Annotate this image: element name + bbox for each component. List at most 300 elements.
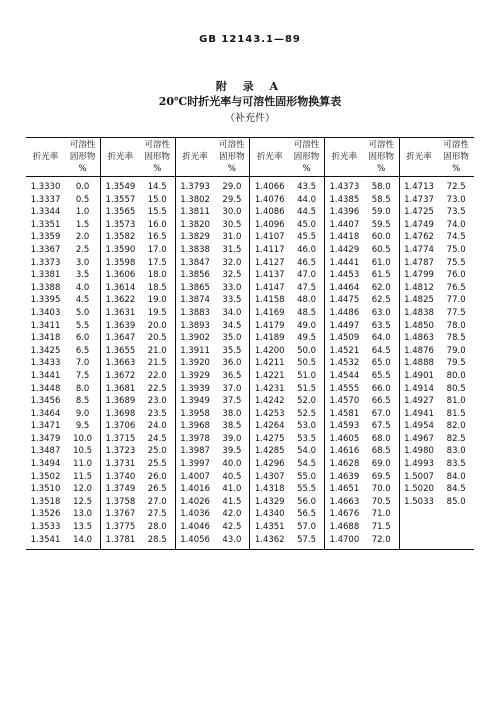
soluble-solids-cell: 16.5	[147, 232, 167, 243]
refractive-index-cell: 1.4749	[399, 219, 438, 232]
refractive-index-cell: 1.3987	[175, 445, 214, 458]
refractive-index-cell: 1.3351	[30, 219, 61, 230]
refractive-index-cell: 1.4954	[399, 420, 438, 433]
refractive-index-cell: 1.3663	[101, 357, 140, 370]
soluble-solids-cell: 63.0	[371, 307, 391, 318]
header-soluble-solids: 可溶性 固形物 %	[214, 138, 250, 177]
refractive-index-cell: 1.4200	[250, 345, 289, 358]
refractive-index-cell: 1.4026	[175, 496, 214, 509]
soluble-solids-cell: 26.5	[147, 484, 167, 495]
soluble-solids-cell: 21.5	[147, 358, 167, 369]
refractive-index-cell: 1.3781	[101, 534, 140, 550]
refractive-index-cell: 1.3681	[101, 383, 140, 396]
soluble-solids-cell: 40.0	[222, 459, 242, 470]
soluble-solids-cell: 42.0	[222, 509, 242, 520]
soluble-solids-cell: 81.5	[446, 408, 466, 419]
soluble-solids-cell: 30.5	[222, 219, 242, 230]
soluble-solids-cell: 4.5	[75, 295, 90, 306]
soluble-solids-cell: 14.5	[147, 182, 167, 192]
refractive-index-cell: 1.4169	[250, 307, 289, 320]
refractive-index-cell: 1.4941	[399, 408, 438, 421]
soluble-solids-cell: 64.0	[371, 333, 391, 344]
refractive-index-cell: 1.3510	[30, 484, 61, 495]
soluble-solids-cell: 25.0	[147, 446, 167, 457]
refractive-index-cell: 1.4888	[399, 357, 438, 370]
soluble-solids-cell: 17.5	[147, 257, 167, 268]
refractive-index-cell: 1.3582	[101, 231, 140, 244]
refractive-index-cell: 1.3471	[30, 421, 61, 432]
refractive-index-cell: 1.3655	[101, 345, 140, 358]
refractive-index-cell: 1.3448	[30, 383, 61, 394]
soluble-solids-cell: 65.0	[371, 358, 391, 369]
soluble-solids-cell: 19.0	[147, 295, 167, 306]
refractive-index-cell: 1.4117	[250, 244, 289, 257]
refractive-index-cell: 1.4007	[175, 471, 214, 484]
refractive-index-cell: 1.4838	[399, 307, 438, 320]
table-row	[26, 231, 474, 244]
soluble-solids-cell: 18.0	[147, 270, 167, 281]
refractive-index-cell: 1.4799	[399, 269, 438, 282]
refractive-index-cell: 1.4147	[250, 282, 289, 295]
refractive-index-cell: 1.4876	[399, 345, 438, 358]
refractive-index-cell: 1.3373	[30, 257, 61, 268]
soluble-solids-cell: 0.5	[75, 194, 90, 205]
soluble-solids-cell: 37.5	[222, 396, 242, 407]
soluble-solids-cell: 67.5	[371, 421, 391, 432]
refractive-index-cell: 1.4211	[250, 357, 289, 370]
refractive-index-cell: 1.3715	[101, 433, 140, 446]
table-title: 20℃时折光率与可溶性固形物换算表	[158, 95, 342, 108]
soluble-solids-cell: 45.0	[297, 219, 317, 230]
soluble-solids-cell: 29.5	[222, 194, 242, 205]
soluble-solids-cell: 61.5	[371, 270, 391, 281]
soluble-solids-cell: 50.0	[297, 345, 317, 356]
header-refractive-index: 折光率	[325, 138, 364, 177]
refractive-index-cell: 1.3672	[101, 370, 140, 383]
table-row	[26, 269, 474, 282]
soluble-solids-cell: 7.0	[75, 358, 90, 369]
soluble-solids-cell: 58.5	[371, 194, 391, 205]
soluble-solids-cell: 67.0	[371, 408, 391, 419]
refractive-index-cell: 1.3723	[101, 445, 140, 458]
refractive-index-cell: 1.4066	[250, 177, 289, 194]
soluble-solids-cell: 44.0	[297, 194, 317, 205]
refractive-index-cell: 1.3749	[101, 483, 140, 496]
soluble-solids-cell: 79.0	[446, 345, 466, 356]
refractive-index-cell: 1.3502	[30, 471, 61, 482]
refractive-index-cell: 1.4486	[325, 307, 364, 320]
conversion-table	[26, 137, 474, 550]
refractive-index-cell: 1.3647	[101, 332, 140, 345]
soluble-solids-cell: 52.5	[297, 408, 317, 419]
refractive-index-cell: 1.4264	[250, 420, 289, 433]
refractive-index-cell: 1.4713	[399, 177, 438, 194]
soluble-solids-cell: 10.5	[73, 446, 93, 457]
soluble-solids-cell: 82.5	[446, 433, 466, 444]
soluble-solids-cell: 8.5	[75, 396, 90, 407]
header-soluble-solids: 可溶性 固形物 %	[438, 138, 474, 177]
soluble-solids-cell: 24.5	[147, 433, 167, 444]
soluble-solids-cell: 38.0	[222, 408, 242, 419]
refractive-index-cell: 1.3793	[175, 177, 214, 194]
refractive-index-cell: 1.3829	[175, 231, 214, 244]
soluble-solids-cell: 23.0	[147, 396, 167, 407]
soluble-solids-cell: 49.5	[297, 333, 317, 344]
soluble-solids-cell: 48.5	[297, 307, 317, 318]
refractive-index-cell: 1.4475	[325, 294, 364, 307]
soluble-solids-cell: 54.0	[297, 446, 317, 457]
refractive-index-cell: 1.4700	[325, 534, 364, 550]
table-row	[26, 320, 474, 333]
soluble-solids-cell: 35.0	[222, 333, 242, 344]
refractive-index-cell: 1.4429	[325, 244, 364, 257]
soluble-solids-cell: 28.0	[147, 522, 167, 533]
refractive-index-cell: 1.3689	[101, 395, 140, 408]
table-row	[26, 219, 474, 232]
standard-number: GB 12143.1—89	[199, 34, 301, 45]
soluble-solids-cell: 72.5	[446, 182, 466, 192]
refractive-index-cell: 1.3639	[101, 320, 140, 333]
soluble-solids-cell: 50.5	[297, 358, 317, 369]
soluble-solids-cell: 1.5	[75, 219, 90, 230]
soluble-solids-cell: 3.5	[75, 270, 90, 281]
refractive-index-cell: 1.4605	[325, 433, 364, 446]
soluble-solids-cell: 16.0	[147, 219, 167, 230]
refractive-index-cell: 1.3740	[101, 471, 140, 484]
table-row	[26, 244, 474, 257]
soluble-solids-cell: 3.0	[75, 257, 90, 268]
soluble-solids-cell: 83.5	[446, 459, 466, 470]
soluble-solids-cell: 6.5	[75, 345, 90, 356]
refractive-index-cell: 1.4362	[250, 534, 289, 550]
refractive-index-cell: 1.4137	[250, 269, 289, 282]
header-soluble-solids: 可溶性 固形物 %	[289, 138, 325, 177]
soluble-solids-cell: 6.0	[75, 333, 90, 344]
refractive-index-cell: 1.4532	[325, 357, 364, 370]
refractive-index-cell	[399, 508, 438, 521]
soluble-solids-cell: 36.5	[222, 370, 242, 381]
table-row	[26, 521, 474, 534]
refractive-index-cell: 1.4863	[399, 332, 438, 345]
refractive-index-cell: 1.4980	[399, 445, 438, 458]
soluble-solids-cell: 14.0	[65, 534, 101, 550]
refractive-index-cell: 1.4521	[325, 345, 364, 358]
soluble-solids-cell: 54.5	[297, 459, 317, 470]
soluble-solids-cell: 55.5	[297, 484, 317, 495]
refractive-index-cell: 1.4340	[250, 508, 289, 521]
refractive-index-cell: 1.4581	[325, 408, 364, 421]
refractive-index-cell: 1.3929	[175, 370, 214, 383]
refractive-index-cell: 1.4253	[250, 408, 289, 421]
refractive-index-cell: 1.4016	[175, 483, 214, 496]
table-row	[26, 408, 474, 421]
refractive-index-cell: 1.3838	[175, 244, 214, 257]
soluble-solids-cell: 58.0	[371, 182, 391, 192]
refractive-index-cell: 1.3893	[175, 320, 214, 333]
refractive-index-cell: 1.4509	[325, 332, 364, 345]
soluble-solids-cell: 69.0	[371, 459, 391, 470]
appendix-label: 附 录 A	[215, 80, 285, 93]
refractive-index-cell: 1.4396	[325, 206, 364, 219]
soluble-solids-cell: 2.0	[75, 232, 90, 243]
refractive-index-cell: 1.4737	[399, 194, 438, 207]
refractive-index-cell: 1.4407	[325, 219, 364, 232]
soluble-solids-cell: 28.5	[140, 534, 176, 550]
soluble-solids-cell: 66.5	[371, 396, 391, 407]
soluble-solids-cell: 34.5	[222, 320, 242, 331]
refractive-index-cell: 1.3856	[175, 269, 214, 282]
refractive-index-cell: 1.3464	[30, 408, 61, 419]
soluble-solids-cell: 53.0	[297, 421, 317, 432]
refractive-index-cell: 1.3557	[101, 194, 140, 207]
refractive-index-cell: 1.4046	[175, 521, 214, 534]
soluble-solids-cell: 52.0	[297, 396, 317, 407]
refractive-index-cell: 1.4285	[250, 445, 289, 458]
soluble-solids-cell: 10.0	[73, 433, 93, 444]
header-refractive-index: 折光率	[101, 138, 140, 177]
soluble-solids-cell: 49.0	[297, 320, 317, 331]
soluble-solids-cell: 74.0	[446, 219, 466, 230]
refractive-index-cell: 1.4036	[175, 508, 214, 521]
soluble-solids-cell: 79.5	[446, 358, 466, 369]
refractive-index-cell: 1.4639	[325, 471, 364, 484]
soluble-solids-cell: 71.5	[371, 522, 391, 533]
refractive-index-cell: 1.4762	[399, 231, 438, 244]
refractive-index-cell: 1.4221	[250, 370, 289, 383]
soluble-solids-cell: 48.0	[297, 295, 317, 306]
refractive-index-cell: 1.3802	[175, 194, 214, 207]
refractive-index-cell: 1.4107	[250, 231, 289, 244]
refractive-index-cell: 1.4555	[325, 383, 364, 396]
soluble-solids-cell: 20.5	[147, 333, 167, 344]
refractive-index-cell: 1.4086	[250, 206, 289, 219]
refractive-index-cell: 1.3533	[30, 522, 61, 533]
refractive-index-cell	[399, 534, 438, 550]
soluble-solids-cell: 27.5	[147, 509, 167, 520]
table-row	[26, 370, 474, 383]
soluble-solids-cell: 78.5	[446, 333, 466, 344]
refractive-index-cell: 1.3968	[175, 420, 214, 433]
refractive-index-cell: 1.4056	[175, 534, 214, 550]
soluble-solids-cell: 33.5	[222, 295, 242, 306]
refractive-index-cell: 1.3958	[175, 408, 214, 421]
soluble-solids-cell: 62.0	[371, 282, 391, 293]
table-row	[26, 332, 474, 345]
soluble-solids-cell: 19.5	[147, 307, 167, 318]
table-row	[26, 282, 474, 295]
refractive-index-cell: 1.4242	[250, 395, 289, 408]
refractive-index-cell: 1.4329	[250, 496, 289, 509]
header-refractive-index: 折光率	[250, 138, 289, 177]
soluble-solids-cell: 53.5	[297, 433, 317, 444]
soluble-solids-cell: 33.0	[222, 282, 242, 293]
refractive-index-cell: 1.4993	[399, 458, 438, 471]
refractive-index-cell: 1.3518	[30, 496, 61, 507]
soluble-solids-cell: 41.0	[222, 484, 242, 495]
refractive-index-cell: 1.4663	[325, 496, 364, 509]
header-refractive-index: 折光率	[399, 138, 438, 177]
refractive-index-cell: 1.3997	[175, 458, 214, 471]
refractive-index-cell: 1.5007	[399, 471, 438, 484]
refractive-index-cell: 1.3758	[101, 496, 140, 509]
soluble-solids-cell: 61.0	[371, 257, 391, 268]
soluble-solids-cell: 84.5	[446, 484, 466, 495]
soluble-solids-cell: 60.5	[371, 244, 391, 255]
soluble-solids-cell: 83.0	[446, 446, 466, 457]
soluble-solids-cell: 4.0	[75, 282, 90, 293]
soluble-solids-cell: 7.5	[75, 370, 90, 381]
soluble-solids-cell: 59.0	[371, 207, 391, 218]
table-row	[26, 194, 474, 207]
refractive-index-cell: 1.3541	[26, 534, 65, 550]
soluble-solids-cell: 47.0	[297, 270, 317, 281]
table-row	[26, 257, 474, 270]
refractive-index-cell: 1.3820	[175, 219, 214, 232]
refractive-index-cell: 1.4318	[250, 483, 289, 496]
soluble-solids-cell: 32.5	[222, 270, 242, 281]
soluble-solids-cell: 29.0	[222, 182, 242, 192]
soluble-solids-cell: 15.5	[147, 207, 167, 218]
soluble-solids-cell: 13.5	[73, 522, 93, 533]
soluble-solids-cell: 22.5	[147, 383, 167, 394]
soluble-solids-cell: 37.0	[222, 383, 242, 394]
soluble-solids-cell: 11.0	[73, 459, 93, 470]
refractive-index-cell: 1.4076	[250, 194, 289, 207]
refractive-index-cell: 1.4593	[325, 420, 364, 433]
refractive-index-cell: 1.3494	[30, 459, 61, 470]
refractive-index-cell: 1.4676	[325, 508, 364, 521]
soluble-solids-cell: 56.5	[297, 509, 317, 520]
soluble-solids-cell: 47.5	[297, 282, 317, 293]
table-row	[26, 458, 474, 471]
refractive-index-cell: 1.4418	[325, 231, 364, 244]
soluble-solids-cell: 59.5	[371, 219, 391, 230]
soluble-solids-cell: 60.0	[371, 232, 391, 243]
soluble-solids-cell: 72.0	[364, 534, 400, 550]
soluble-solids-cell: 11.5	[73, 471, 93, 482]
refractive-index-cell: 1.4296	[250, 458, 289, 471]
refractive-index-cell: 1.3883	[175, 307, 214, 320]
soluble-solids-cell: 23.5	[147, 408, 167, 419]
soluble-solids-cell: 39.5	[222, 446, 242, 457]
soluble-solids-cell: 31.5	[222, 244, 242, 255]
soluble-solids-cell: 73.5	[446, 207, 466, 218]
table-row	[26, 445, 474, 458]
refractive-index-cell: 1.3706	[101, 420, 140, 433]
refractive-index-cell: 1.4096	[250, 219, 289, 232]
soluble-solids-cell: 36.0	[222, 358, 242, 369]
soluble-solids-cell: 73.0	[446, 194, 466, 205]
refractive-index-cell: 1.3978	[175, 433, 214, 446]
refractive-index-cell: 1.4307	[250, 471, 289, 484]
refractive-index-cell: 1.3622	[101, 294, 140, 307]
soluble-solids-cell: 78.0	[446, 320, 466, 331]
soluble-solids-cell: 55.0	[297, 471, 317, 482]
table-row	[26, 483, 474, 496]
refractive-index-cell: 1.3698	[101, 408, 140, 421]
soluble-solids-cell: 27.0	[147, 496, 167, 507]
refractive-index-cell: 1.5020	[399, 483, 438, 496]
refractive-index-cell: 1.4189	[250, 332, 289, 345]
refractive-index-cell: 1.4914	[399, 383, 438, 396]
soluble-solids-cell: 9.5	[75, 421, 90, 432]
header-soluble-solids: 可溶性 固形物 %	[140, 138, 176, 177]
refractive-index-cell: 1.4616	[325, 445, 364, 458]
refractive-index-cell: 1.4901	[399, 370, 438, 383]
table-row	[26, 357, 474, 370]
header-row	[26, 138, 474, 177]
soluble-solids-cell: 71.0	[371, 509, 391, 520]
soluble-solids-cell: 57.5	[289, 534, 325, 550]
soluble-solids-cell: 51.0	[297, 370, 317, 381]
soluble-solids-cell	[438, 534, 474, 550]
table-row	[26, 471, 474, 484]
table-row	[26, 496, 474, 509]
refractive-index-cell: 1.3395	[30, 295, 61, 306]
soluble-solids-cell: 75.5	[446, 257, 466, 268]
soluble-solids-cell: 75.0	[446, 244, 466, 255]
soluble-solids-cell: 1.0	[75, 207, 90, 218]
soluble-solids-cell: 68.0	[371, 433, 391, 444]
refractive-index-cell: 1.3388	[30, 282, 61, 293]
soluble-solids-cell: 70.5	[371, 496, 391, 507]
soluble-solids-cell: 69.5	[371, 471, 391, 482]
soluble-solids-cell: 46.0	[297, 244, 317, 255]
soluble-solids-cell: 70.0	[371, 484, 391, 495]
refractive-index-cell: 1.3573	[101, 219, 140, 232]
refractive-index-cell: 1.3418	[30, 333, 61, 344]
refractive-index-cell: 1.3731	[101, 458, 140, 471]
soluble-solids-cell: 12.5	[73, 496, 93, 507]
refractive-index-cell: 1.4850	[399, 320, 438, 333]
refractive-index-cell: 1.3598	[101, 257, 140, 270]
soluble-solids-cell: 42.5	[222, 522, 242, 533]
soluble-solids-cell: 63.5	[371, 320, 391, 331]
header-soluble-solids: 可溶性 固形物 %	[364, 138, 400, 177]
soluble-solids-cell: 2.5	[75, 244, 90, 255]
soluble-solids-cell	[438, 521, 474, 534]
refractive-index-cell: 1.3425	[30, 345, 61, 356]
refractive-index-cell: 1.4628	[325, 458, 364, 471]
refractive-index-cell: 1.3939	[175, 383, 214, 396]
refractive-index-cell: 1.4651	[325, 483, 364, 496]
refractive-index-cell: 1.3367	[30, 244, 61, 255]
soluble-solids-cell: 43.0	[214, 534, 250, 550]
soluble-solids-cell: 18.5	[147, 282, 167, 293]
refractive-index-cell: 1.4231	[250, 383, 289, 396]
soluble-solids-cell: 77.0	[446, 295, 466, 306]
refractive-index-cell: 1.3902	[175, 332, 214, 345]
refractive-index-cell: 1.3847	[175, 257, 214, 270]
soluble-solids-cell: 77.5	[446, 307, 466, 318]
refractive-index-cell: 1.5033	[399, 496, 438, 509]
refractive-index-cell: 1.3526	[30, 509, 61, 520]
refractive-index-cell: 1.4441	[325, 257, 364, 270]
refractive-index-cell: 1.3775	[101, 521, 140, 534]
refractive-index-cell: 1.4179	[250, 320, 289, 333]
soluble-solids-cell: 62.5	[371, 295, 391, 306]
refractive-index-cell: 1.4927	[399, 395, 438, 408]
table-row	[26, 395, 474, 408]
soluble-solids-cell: 76.0	[446, 270, 466, 281]
table-row	[26, 307, 474, 320]
refractive-index-cell: 1.3811	[175, 206, 214, 219]
refractive-index-cell: 1.4967	[399, 433, 438, 446]
refractive-index-cell: 1.4453	[325, 269, 364, 282]
soluble-solids-cell: 80.0	[446, 370, 466, 381]
refractive-index-cell: 1.3590	[101, 244, 140, 257]
soluble-solids-cell	[438, 508, 474, 521]
